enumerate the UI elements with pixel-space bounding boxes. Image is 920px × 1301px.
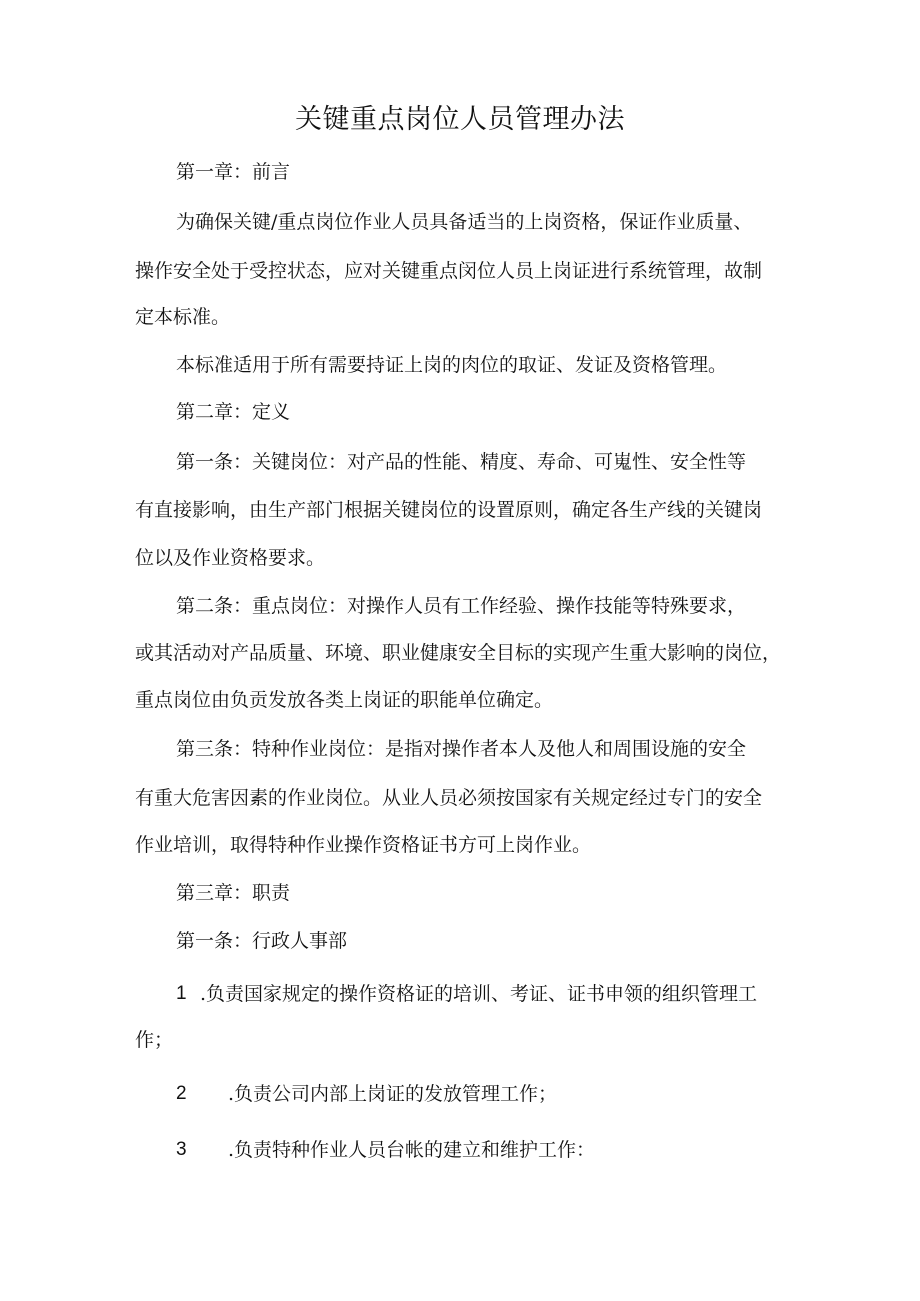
chapter3-heading: 第三章：职责 <box>176 882 291 904</box>
chapter1-para1-line1: 为确保关键/重点岗位作业人员具备适当的上岗资格，保证作业质量、 <box>176 211 753 233</box>
chapter3-article1-heading: 第一条：行政人事部 <box>176 930 348 952</box>
chapter2-article3-line2: 有重大危害因素的作业岗位。从业人员必须按国家有关规定经过专门的安全 <box>135 787 763 809</box>
list-item-text: .负责国家规定的操作资格证的培训、考证、证书申领的组织管理工 <box>200 983 758 1005</box>
chapter2-article2-line3: 重点岗位由负贡发放各类上岗证的职能单位确定。 <box>135 689 554 711</box>
chapter1-para1-line2: 操作安全处于受控状态，应对关键重点闵位人员上岗证进行系统管理，故制 <box>135 260 763 282</box>
chapter2-article1-line3: 位以及作业资格要求。 <box>135 547 326 569</box>
chapter2-article3-line3: 作业培训，取得特种作业操作资格证书方可上岗作业。 <box>135 834 592 856</box>
list-item-number: 2 <box>176 1083 187 1104</box>
chapter1-para2: 本标准适用于所有需要持证上岗的肉位的取证、发证及资格管理。 <box>176 354 728 376</box>
list-item-text: .负责特种作业人员台帐的建立和维护工作： <box>228 1139 596 1161</box>
list-item-number: 3 <box>176 1139 187 1160</box>
list-item-text: .负责公司内部上岗证的发放管理工作； <box>228 1083 558 1105</box>
chapter1-heading: 第一章：前言 <box>176 161 291 183</box>
document-title: 关键重点岗位人员管理办法 <box>295 104 625 135</box>
list-item-text-cont: 作； <box>135 1029 174 1051</box>
chapter2-article2-line1: 第二条：重点岗位：对操作人员有工作经验、操作技能等特殊要求， <box>176 595 747 617</box>
chapter2-article2-line2: 或其活动对产品质量、环境、职业健康安全目标的实现产生重大影响的岗位， <box>135 642 782 664</box>
chapter2-heading: 第二章：定义 <box>176 401 291 423</box>
chapter2-article1-line2: 有直接影响，由生产部门根据关键岗位的设置原则，确定各生产线的关键岗 <box>135 499 763 521</box>
list-item-number: 1 <box>176 983 187 1004</box>
chapter2-article1-line1: 第一条：关键岗位：对产品的性能、精度、寿命、可嵬性、安全性等 <box>176 451 747 473</box>
chapter1-para1-line3: 定本标准。 <box>135 306 231 328</box>
chapter2-article3-line1: 第三条：特种作业岗位：是指对操作者本人及他人和周围设施的安全 <box>176 738 747 760</box>
